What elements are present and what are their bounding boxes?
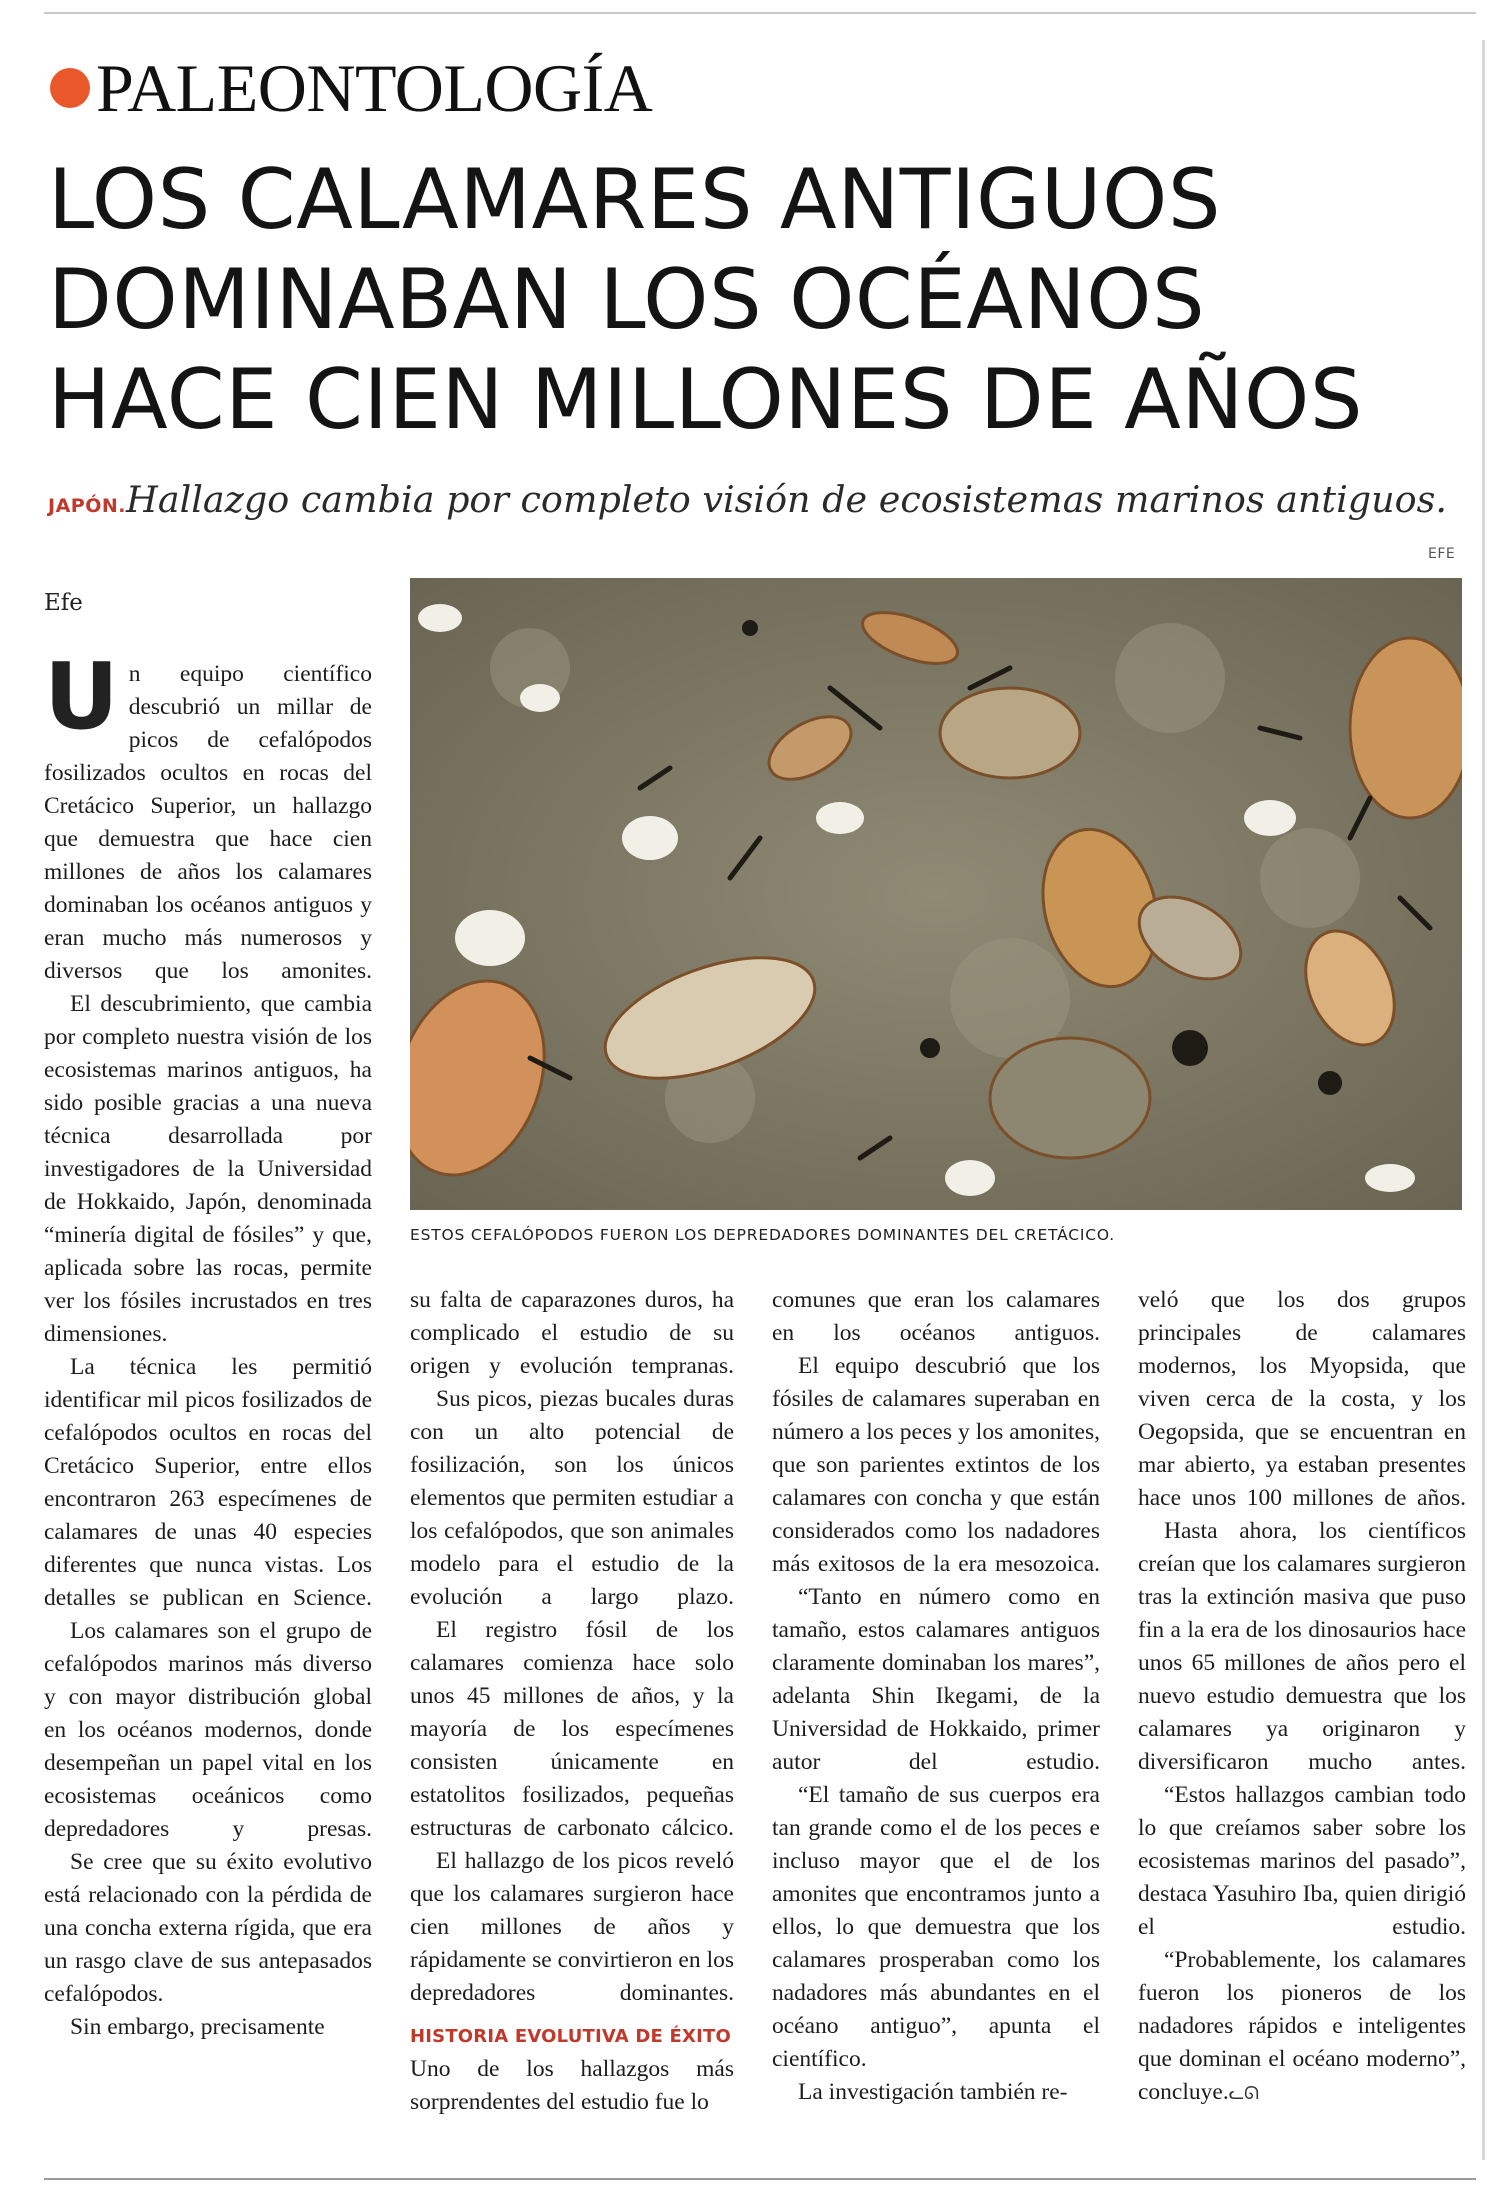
paragraph: El equipo descubrió que los fósiles de calamares superaban en número a los peces y los amonites, que son parientes extintos de los calamares con concha y que están considerados como los nadadores más exitosos de la era mesozoica. xyxy=(772,1353,1100,1577)
fossil-photo xyxy=(410,578,1462,1210)
fossil-rock-image xyxy=(410,578,1462,1210)
paragraph: Se cree que su éxito evolutivo está relacionado con la pérdida de una concha externa rígida, que era un rasgo clave de sus antepasados cefalópodos. xyxy=(44,1849,372,2007)
body-column-4 xyxy=(1138,1284,1466,2110)
deck-place: JAPÓN. xyxy=(48,495,126,517)
body-column-1 xyxy=(44,643,372,2044)
deck xyxy=(48,478,1468,521)
paragraph: n equipo científico descubrió un millar de picos de cefalópodos fosilizados ocultos en rocas del Cretácico Superior, un hallazgo que demuestra que hace cien millones de años los calamares dominaban los océanos antiguos y eran mucho más numerosos y diversos que los amonites. xyxy=(44,661,372,984)
photo-caption: ESTOS CEFALÓPODOS FUERON LOS DEPREDADORES DOMINANTES DEL CRETÁCICO. xyxy=(410,1226,1115,1244)
subhead: HISTORIA EVOLUTIVA DE ÉXITO xyxy=(410,2026,731,2047)
section-header xyxy=(50,48,652,128)
page-edge-strip xyxy=(1482,40,1485,2160)
paragraph: El hallazgo de los picos reveló que los calamares surgieron hace cien millones de años y rápidamente se convirtieron en los depredadores dominantes. xyxy=(410,1848,734,2006)
paragraph: La investigación también re- xyxy=(798,2079,1068,2105)
paragraph: La técnica les permitió identificar mil picos fosilizados de cefalópodos ocultos en rocas del Cretácico Superior, entre ellos encontraron 263 especímenes de calamares de unas 40 especies diferentes que nunca vistas. Los detalles se publican en Science. xyxy=(44,1354,372,1611)
paragraph: su falta de caparazones duros, ha complicado el estudio de su origen y evolución tempranas. xyxy=(410,1287,734,1379)
body-column-2 xyxy=(410,1284,734,2119)
paragraph: veló que los dos grupos principales de calamares modernos, los Myopsida, que viven cerca de la costa, y los Oegopsida, que se encuentran en mar abierto, ya estaban presentes hace unos 100 millones de años. xyxy=(1138,1287,1466,1511)
paragraph: El descubrimiento, que cambia por completo nuestra visión de los ecosistemas marinos antiguos, ha sido posible gracias a una nueva técnica desarrollada por investigadores de la Universidad de Hokkaido, Japón, denominada “minería digital de fósiles” y que, aplicada sobre las rocas, permite ver los fósiles incrustados en tres dimensiones. xyxy=(44,991,372,1347)
section-dot-icon xyxy=(50,68,90,108)
photo-credit: EFE xyxy=(1428,546,1456,562)
paragraph: Sus picos, piezas bucales duras con un alto potencial de fosilización, son los únicos elementos que permiten estudiar a los cefalópodos, que son animales modelo para el estudio de la evolución a largo plazo. xyxy=(410,1386,734,1610)
deck-text: Hallazgo cambia por completo visión de ecosistemas marinos antiguos. xyxy=(125,478,1447,521)
paragraph: Uno de los hallazgos más sorprendentes del estudio fue lo xyxy=(410,2056,734,2115)
headline-line-1: LOS CALAMARES ANTIGUOS xyxy=(48,151,1222,248)
paragraph: El registro fósil de los calamares comienza hace solo unos 45 millones de años, y la mayoría de los especímenes consisten únicamente en estatolitos fosilizados, pequeñas estructuras de carbonato cálcico. xyxy=(410,1617,734,1841)
section-label: PALEONTOLOGÍA xyxy=(96,50,653,126)
byline: Efe xyxy=(44,590,83,616)
headline xyxy=(48,150,1468,450)
paragraph: “Estos hallazgos cambian todo lo que creíamos saber sobre los ecosistemas marinos del pasado”, destaca Yasuhiro Iba, quien dirigió el estudio. xyxy=(1138,1782,1466,1940)
paragraph: comunes que eran los calamares en los océanos antiguos. xyxy=(772,1287,1100,1346)
headline-line-3: HACE CIEN MILLONES DE AÑOS xyxy=(48,351,1364,448)
paragraph: Sin embargo, precisamente xyxy=(70,2014,325,2040)
paragraph: Hasta ahora, los científicos creían que los calamares surgieron tras la extinción masiva que puso fin a la era de los dinosaurios hace unos 65 millones de años pero el nuevo estudio demuestra que los calamares ya originaron y diversificaron mucho antes. xyxy=(1138,1518,1466,1775)
paragraph: Los calamares son el grupo de cefalópodos marinos más diverso y con mayor distribución global en los océanos modernos, donde desempeñan un papel vital en los ecosistemas oceánicos como depredadores y presas. xyxy=(44,1618,372,1842)
top-rule xyxy=(44,12,1476,14)
end-mark-icon: ᓚᘏ xyxy=(1228,2083,1259,2104)
paragraph: “Tanto en número como en tamaño, estos calamares antiguos claramente dominaban los mares”, adelanta Shin Ikegami, de la Universidad de Hokkaido, primer autor del estudio. xyxy=(772,1584,1100,1775)
paragraph xyxy=(1138,1944,1466,2110)
drop-cap: U xyxy=(44,643,119,750)
body-column-3 xyxy=(772,1284,1100,2109)
closing-text: “Probablemente, los calamares fueron los pioneros de los nadadores rápidos e inteligentes que dominan el océano moderno”, concluye. xyxy=(1138,1947,1466,2105)
paragraph: “El tamaño de sus cuerpos era tan grande como el de los peces e incluso mayor que el de los amonites que encontramos junto a ellos, lo que demuestra que los calamares prosperaban como los nadadores más abundantes en el océano antiguo”, apunta el científico. xyxy=(772,1782,1100,2072)
headline-line-2: DOMINABAN LOS OCÉANOS xyxy=(48,251,1206,348)
bottom-rule xyxy=(44,2178,1476,2180)
